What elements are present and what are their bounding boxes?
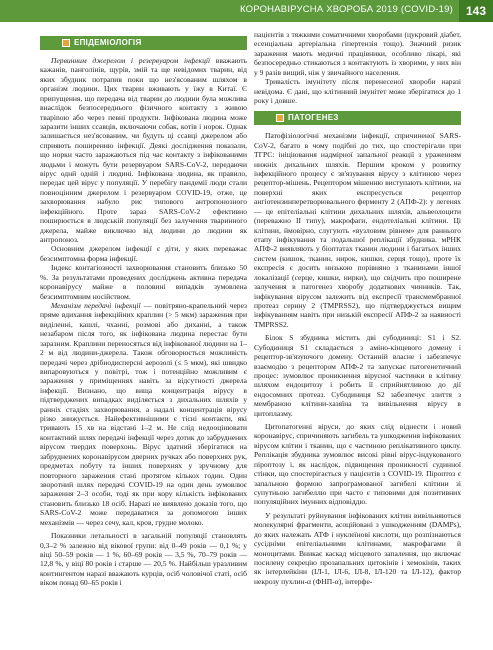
paragraph: Основним джерелом інфекції є діти, у яких переважає безсимптомна форма інфекції. bbox=[40, 244, 247, 263]
right-column bbox=[254, 30, 461, 586]
section-heading-pathogenesis bbox=[254, 111, 461, 125]
left-column bbox=[40, 30, 247, 588]
paragraph: Показники летальності в загальній популяції становлять 0,3–2 % залежно від вікової групи: від 0–49 років — 0,1 %; у віці 50–59 років — 1 %, 60–69 років — 3,5 %, 70–79 років — 12,8 %, у віці 80 років і старше — 20,5 %. Найбільш уразливим контингентом наразі вважають курців, осіб чоловічої статі, осіб віком понад 60–65 років і bbox=[40, 531, 247, 588]
paragraph: У результаті руйнування інфікованих клітин вивільняються молекулярні фрагменти, асоційовані з ушкодженням (DAMPs), до яких належать АТФ і нуклеїнові кислоти, що розпізнаються сусідніми епітеліальними клітинами, макрофагами й моноцитами. Вникає каскад місцевого запалення, що включає посилену секрецію прозапальних цитокінів і хемокінів, таких як інтерлейкіни (ІЛ-1, ІЛ-6, ІЛ-8, ІЛ-120 та ІЛ-12), фактор некрозу пухлин-α (ФНП-α), інтерфе- bbox=[254, 510, 461, 586]
page-number: 143 bbox=[459, 0, 493, 22]
paragraph: Механізм передачі інфекції — повітряно-крапельний через пряме вдихання інфекційних краплин (> 5 мкм) зараження при виділенні, кашлі, чханні, розмові або диханні, а також незабаром після того, як інфікована людина перестає бути заразним. Краплини переносяться від інфікованої людини на 1–2 м від людини-джерела. Також обговорюється можливість передачі через дрібнодисперсні аерозолі (≤ 5 мкм), які швидко випаровуються у повітрі, тож і потенційно можливим є зараження у приміщеннях навіть за відсутності джерела інфекції. Визнано, що вища концентрація вірусу в підтверджених випадках виділяється з дихальних шляхів у ранніх стадіях захворювання, а надалі концентрація вірусу різко знижується. Найефективнішими є тісні контакти, які тривають 15 хв на відстані 1–2 м. Не слід недооцінювати контактний шлях передачі інфекції через дотик до забруднених вірусом твердих поверхонь. Вірус здатний зберігатися на забруднених коронавірусом дверних ручках або поверхнях рук, предметах побуту та інших поверхнях у зручному для повторного зараження стані протягом кількох годин. Один зворотний шлях передачі COVID-19 на один день зумовлює зараження 2–3 особи, тоді як при кору кількість інфікованих становить близько 18 осіб. Нарazі не виявлено доказів того, що SARS-CoV-2 може передаватися за допомогою інших механізмів — через сечу, кал, кров, грудне молоко. bbox=[40, 300, 247, 527]
section-title: ЕПІДЕМІОЛОГІЯ bbox=[74, 38, 142, 47]
emphasis: Механізм передачі інфекції bbox=[51, 300, 141, 310]
paragraph: Цитопатогенні віруси, до яких слід віднести і новий коронавірус, спричиняють загибель та ушкодження інфікованих вірусом клітин і тканин, що є частиною реплікативного циклу. Реплікація збудника зумовлює високі рівні вірус-індукованого піроптозу і, як наслідок, підвищення проникності судинної стінки, що спостерігається у пацієнтів з COVID-19. Піроптоз є запальною формою запрограмованої загибелі клітини зі супутньою загибеллю при часто є типовими для позитивних популяційних імунних відповіддю. bbox=[254, 422, 461, 507]
paragraph: пацієнтів з тяжкими соматичними хворобами (цукровий діабет, есенціальна артеріальна гіпертензія тощо). Значний ризик зараження мають медичні працівники, особливо лікарі, які безпосередньо стикаються з контактують із хворими, у них він у 9 разів вищий, ніж у звичайного населення. bbox=[254, 30, 461, 77]
paragraph: Індекс контагіозності захворювання становить близько 50 %. За результатами проведених досліджень активна передача коронавірусу майже в половині випадків зумовлена безсимптомним носійством. bbox=[40, 263, 247, 301]
page-header bbox=[0, 0, 493, 22]
section-heading-epidemiology bbox=[40, 36, 247, 50]
section-title: ПАТОГЕНЕЗ bbox=[288, 113, 339, 123]
section-marker-icon bbox=[276, 114, 284, 122]
paragraph: Білок S збудника містить дві субодиниці: S1 і S2. Субодиниця S1 складається з аміно-кінцевого домену і рецептор-зв'язуючого домену. Останній власне і забезпечує взаємодію з рецептором АПФ-2 та запускає патогенетичний процес: зумовлює проникнення вірусної частинки в клітину шляхом ендоцитозу і робить її сприйнятливою до дії ендосомних протеаз. Субодиниця S2 забезпечує злиття з мембраною клітини-хазяїна та вивільнення вірусу в цитоплазму. bbox=[254, 333, 461, 418]
emphasis: Первинним джерелом і резервуаром інфекції bbox=[51, 56, 211, 65]
paragraph: Патофізіологічні механізми інфекції, спричиненої SARS-CoV-2, багато в чому подібні до тих, що спостерігали при ТГРС: ініціювання надмірної запальної реакції з ураженням нижніх дихальних шляхів. Першим кроком у розвитку інфекційного процесу є зв'язування вірусу з клітиною через рецептор-мішень. Рецептором мішенню виступають клітини, на поверхні яких експресується рецептор ангіотензинперетворювального ферменту 2 (АПФ-2): у легенях — це епітеліальні клітини дихальних шляхів, альвеолоцити (переважно II типу), макрофаги, ендотеліальні клітини. Ці клітини, ймовірно, слугують «вузловим рівнем» для раннього етапу інфікування та подальшої реплікації збудника. мРНК АПФ-2 виявляють у біоптатах тканин людини і багатьох інших систем (кишок, тканин, нирок, кишки, серця тощо), проте їх експресія є досить низькою порівняно з тканинами іншої локалізації (серце, кишки, нирки), що свідчить про поширене залучення в патогенез хворобу додаткових чинників. Так, інфікування вірусом залежить від експресії трансмембранної протеаз серину 2 (TMPRSS2), що підтверджується вищим інфікуванням навіть при низькій експресії АПФ-2 за наявності TMPRSS2. bbox=[254, 131, 461, 329]
section-marker-icon bbox=[62, 39, 70, 47]
paragraph: Первинним джерелом і резервуаром інфекції вважають кажанів, панголінів, щурів, змій та ще невідомих тварин, від яких збудник потрапив поки що нез'ясованим шляхом в організм людини. Цих тварин вживають у їжу в Китаї. Є припущення, що передача від тварин до людини була можлива внаслідок безпосереднього фізичного контакту з живою тварinою або через певні продукти. Інфікована людина може заразити інших ссавців, включаючи собак, котів і норок. Однак залишається нез'ясованим, чи будуть ці ссавці джерелом або сприяють поширенню інфекції. Деякі дослідження показали, що норки часто заражаються під час контакту з інфікованими людьми і можуть бути резервуаром SARS-CoV-2, передаючи вірус однй одній і людині. Інфікована людина, як правило, передає цей вірус у популяції. У перебігу пандемії люди стали повноцінним джерелом і резервуаром COVID-19, отже, це захворювання набуло рис типового антропонозного інфекційного. Проте зараз SARS-CoV-2 ефективно поширюється в людській популяції без залучення тваринного джерела, майже виключно від людини до людини як антропоноз. bbox=[40, 56, 247, 245]
paragraph: Тривалість імунітету після перенесеної хвороби наразі невідома. Є дані, що клітинний імунітет може зберігатися до 1 року і довше. bbox=[254, 77, 461, 105]
running-title: КОРОНАВІРУСНА ХВОРОБА 2019 (COVID-19) bbox=[240, 4, 453, 15]
